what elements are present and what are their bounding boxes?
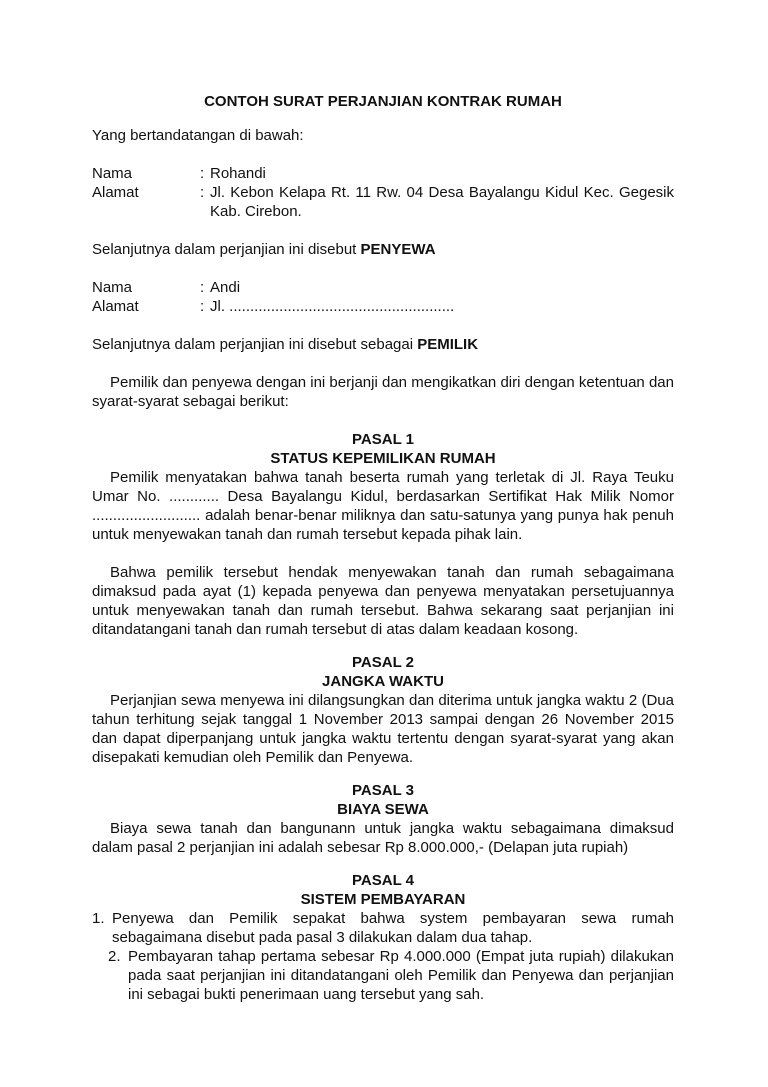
list-text: Pembayaran tahap pertama sebesar Rp 4.000.000 (Empat juta rupiah) dilakukan pada saat perjanjian ini ditandatangani oleh Pemilik dan Penyewa dan perjanjian ini sebagai bukti penerimaan uang tersebut yang sah. [128,948,674,1003]
party2-name-row [92,278,674,297]
party2-address-label: Alamat [92,298,139,315]
pasal4-item2 [108,947,674,1004]
pasal3-number: PASAL 3 [352,782,414,799]
party2-name-label: Nama [92,279,133,296]
pasal1-number: PASAL 1 [352,431,414,448]
pasal4-item1 [92,909,674,947]
document-title: CONTOH SURAT PERJANJIAN KONTRAK RUMAH [204,93,562,110]
pasal1-para1: Pemilik menyatakan bahwa tanah beserta rumah yang terletak di Jl. Raya Teuku Umar No. ............ Desa Bayalangu Kidul, berdasarkan Sertifikat Hak Milik Nomor .......................... adalah benar-benar miliknya dan satu-satunya yang punya hak penuh untuk menyewakan tanah dan rumah tersebut kepada pihak lain. [92,469,674,543]
pasal1-para2: Bahwa pemilik tersebut hendak menyewakan tanah dan rumah sebagaimana dimaksud pada ayat (1) kepada penyewa dan penyewa menyatakan persetujuannya untuk menyewakan tanah dan rumah tersebut. Bahwa sekarang saat perjanjian ini ditandatangani tanah dan rumah tersebut di atas dalam keadaan kosong. [92,564,674,638]
party2-address-value: Jl. ...................................................... [210,298,455,315]
party1-name-label: Nama [92,165,133,182]
pasal2-para1: Perjanjian sewa menyewa ini dilangsungkan dan diterima untuk jangka waktu 2 (Dua tahun terhitung sejak tanggal 1 November 2013 sampai dengan 26 November 2015 dan dapat diperpanjang untuk jangka waktu tertentu dengan syarat-syarat yang akan disepakati kemudian oleh Pemilik dan Penyewa. [92,692,674,766]
agreement-intro: Pemilik dan penyewa dengan ini berjanji dan mengikatkan diri dengan ketentuan dan syarat-syarat sebagai berikut: [92,374,674,410]
pasal2-heading: JANGKA WAKTU [322,673,444,690]
party1-name-row [92,164,674,183]
party1-address-label: Alamat [92,184,139,201]
list-text: Penyewa dan Pemilik sepakat bahwa system pembayaran sewa rumah sebagaimana disebut pada pasal 3 dilakukan dalam dua tahap. [112,910,674,946]
colon: : [200,279,205,296]
pasal4-number: PASAL 4 [352,872,414,889]
intro-text: Yang bertandatangan di bawah: [92,127,304,144]
pasal3-para1: Biaya sewa tanah dan bangunann untuk jangka waktu sebagaimana dimaksud dalam pasal 2 perjanjian ini adalah sebesar Rp 8.000.000,- (Delapan juta rupiah) [92,820,674,856]
party1-address-row [92,183,674,221]
colon: : [200,165,205,182]
document-content [92,92,674,1004]
party2-name-value: Andi [210,279,241,296]
party2-address-row [92,297,674,316]
pasal2-number: PASAL 2 [352,654,414,671]
role-pemilik: PEMILIK [417,336,479,353]
colon: : [200,184,205,201]
party1-role: Selanjutnya dalam perjanjian ini disebut PENYEWA [92,241,436,258]
role-penyewa: PENYEWA [360,241,436,258]
list-number: 1. [92,910,105,927]
pasal4-heading: SISTEM PEMBAYARAN [300,891,466,908]
pasal3-heading: BIAYA SEWA [337,801,429,818]
party1-name-value: Rohandi [210,165,266,182]
pasal1-heading: STATUS KEPEMILIKAN RUMAH [270,450,496,467]
list-number: 2. [108,948,121,965]
party1-address-value: Jl. Kebon Kelapa Rt. 11 Rw. 04 Desa Bayalangu Kidul Kec. Gegesik Kab. Cirebon. [210,184,674,220]
party2-role: Selanjutnya dalam perjanjian ini disebut sebagai PEMILIK [92,336,479,353]
colon: : [200,298,205,315]
